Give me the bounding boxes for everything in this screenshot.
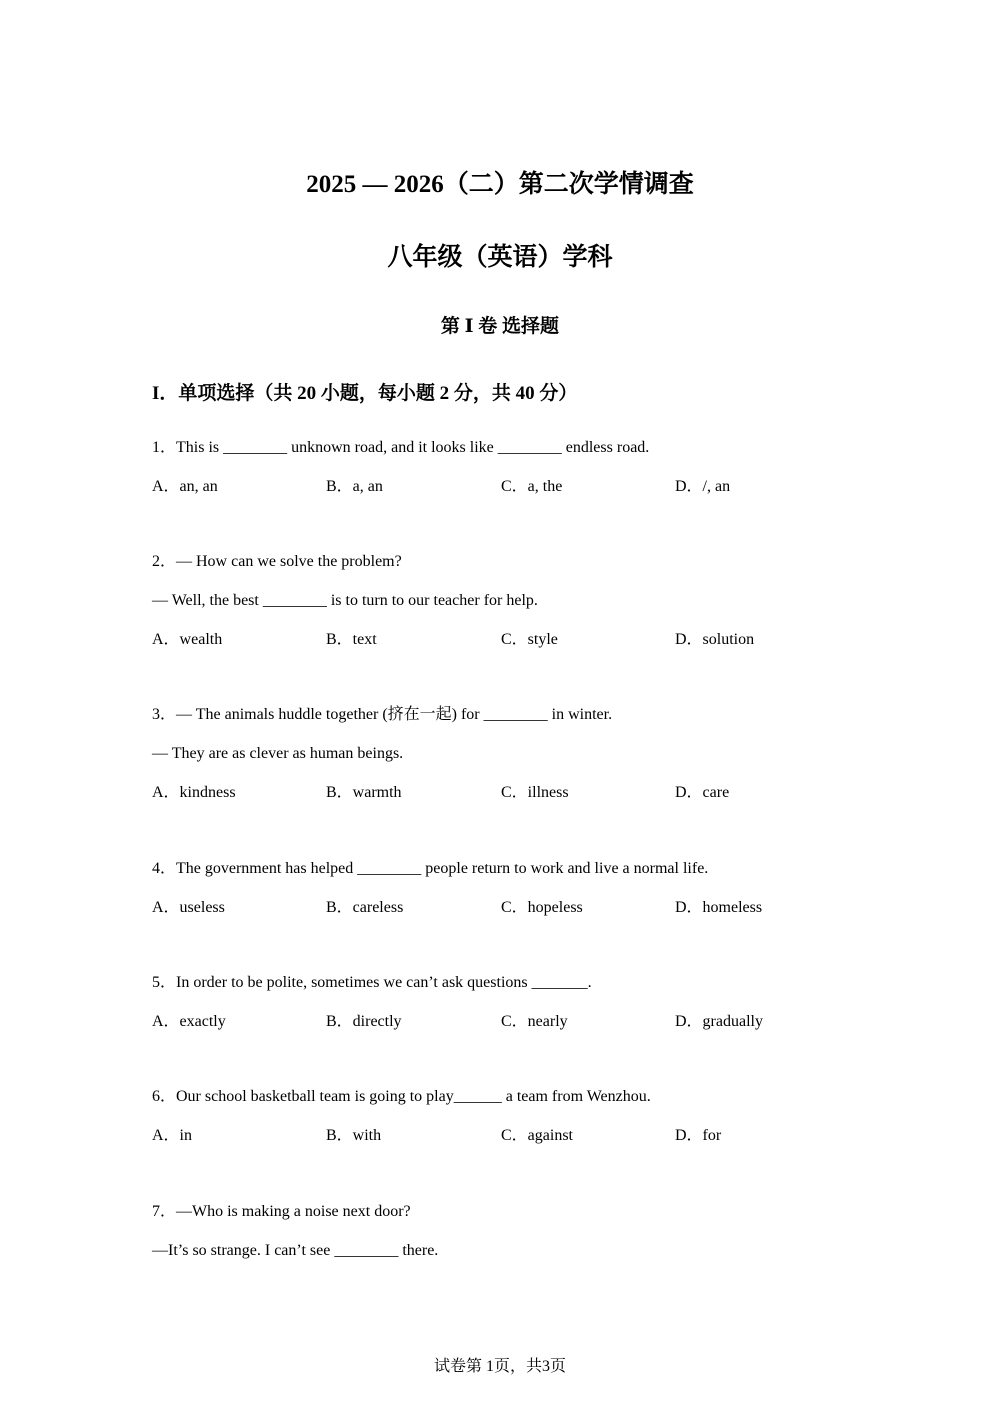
subject-title: 八年级（英语）学科 <box>387 244 613 271</box>
option-b: B．warmth <box>326 784 402 801</box>
option-a: A．kindness <box>152 784 236 801</box>
option-c: C．nearly <box>501 1013 568 1030</box>
question-6-stem: 6．Our school basketball team is going to play______ a team from Wenzhou. <box>152 1088 651 1105</box>
question-1-stem: 1．This is ________ unknown road, and it looks like ________ endless road. <box>152 439 650 456</box>
option-c: C．style <box>501 631 558 648</box>
option-c: C．a, the <box>501 478 563 495</box>
option-a: A．wealth <box>152 631 223 648</box>
question-6-options <box>152 1126 852 1146</box>
option-c: C．illness <box>501 784 569 801</box>
section-title: I．单项选择（共 20 小题，每小题 2 分，共 40 分） <box>152 383 578 404</box>
question-3-options <box>152 783 852 803</box>
exam-title: 2025 — 2026（二）第二次学情调查 <box>306 171 694 198</box>
option-b: B．directly <box>326 1013 402 1030</box>
option-d: D．for <box>675 1127 722 1144</box>
question-2-options <box>152 630 852 650</box>
question-3-reply: — They are as clever as human beings. <box>152 745 404 762</box>
question-1-options <box>152 477 852 497</box>
option-d: D．/, an <box>675 478 731 495</box>
option-b: B．a, an <box>326 478 383 495</box>
option-c: C．hopeless <box>501 899 583 916</box>
option-a: A．an, an <box>152 478 218 495</box>
option-a: A．useless <box>152 899 225 916</box>
question-2-reply: — Well, the best ________ is to turn to our teacher for help. <box>152 592 538 609</box>
option-d: D．solution <box>675 631 755 648</box>
option-b: B．text <box>326 631 377 648</box>
question-4-options <box>152 898 852 918</box>
option-d: D．gradually <box>675 1013 763 1030</box>
option-b: B．with <box>326 1127 382 1144</box>
question-5-options <box>152 1012 852 1032</box>
page-number: 试卷第 1页，共3页 <box>433 1358 566 1375</box>
question-7-stem: 7．—Who is making a noise next door? <box>152 1203 411 1220</box>
question-4-stem: 4．The government has helped ________ people return to work and live a normal life. <box>152 860 709 877</box>
question-5-stem: 5．In order to be polite, sometimes we can’t ask questions _______. <box>152 974 592 991</box>
volume-title: 第 Ⅰ 卷 选择题 <box>440 316 560 337</box>
option-a: A．exactly <box>152 1013 226 1030</box>
question-2-stem: 2．— How can we solve the problem? <box>152 553 402 570</box>
option-d: D．homeless <box>675 899 763 916</box>
option-a: A．in <box>152 1127 193 1144</box>
option-d: D．care <box>675 784 730 801</box>
question-3-stem: 3．— The animals huddle together (挤在一起) for ________ in winter. <box>152 706 613 723</box>
option-c: C．against <box>501 1127 573 1144</box>
option-b: B．careless <box>326 899 404 916</box>
question-7-reply: —It’s so strange. I can’t see ________ there. <box>152 1242 439 1259</box>
